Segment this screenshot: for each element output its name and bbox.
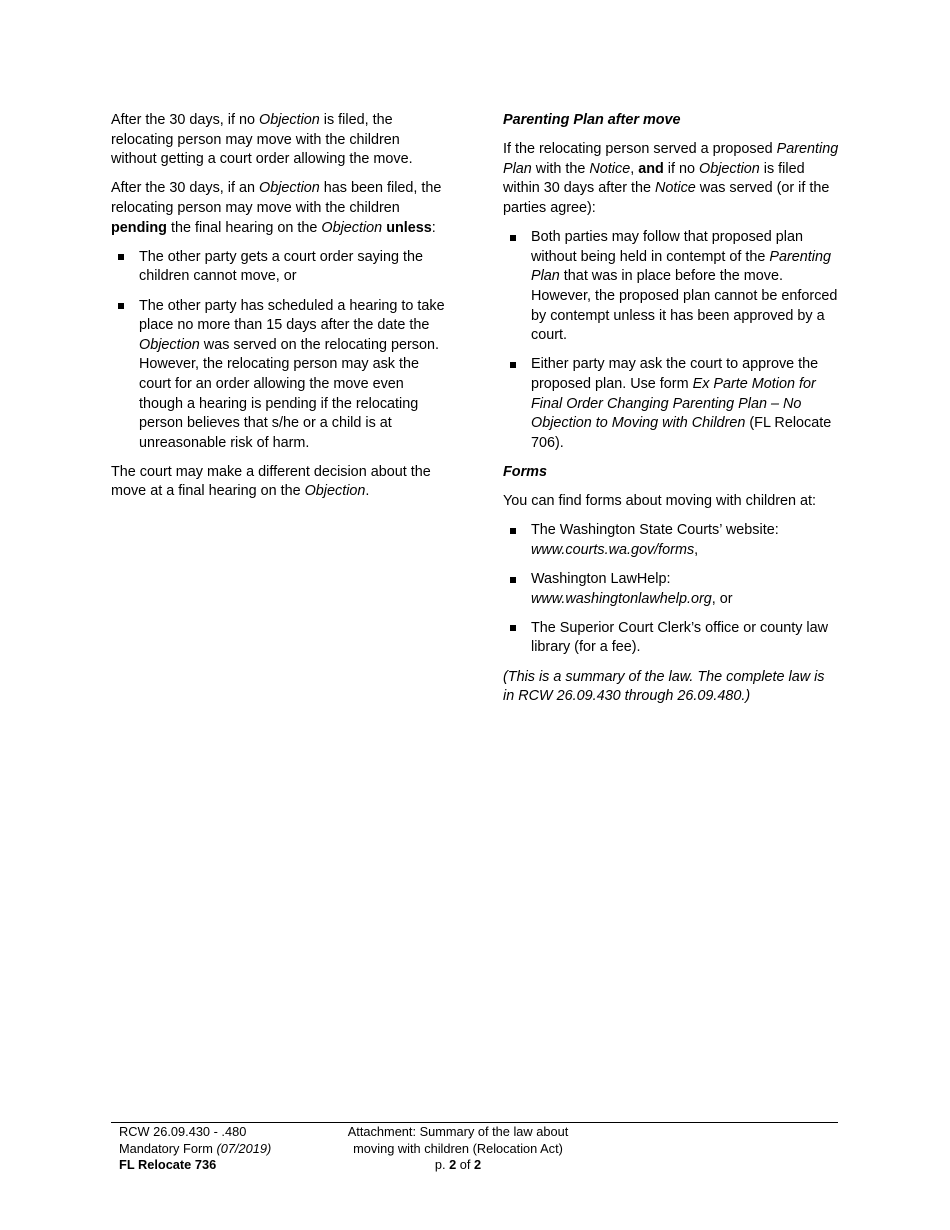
text: Washington LawHelp:: [531, 571, 671, 588]
text: ,: [694, 541, 699, 558]
footer-form-id: [119, 1157, 339, 1174]
text-italic: Objection: [259, 180, 320, 197]
text-italic: Parenting Plan: [503, 141, 839, 177]
list-item: [503, 355, 839, 453]
left-column: [111, 111, 449, 512]
left-paragraph-1: [111, 111, 449, 170]
text: .: [365, 483, 370, 500]
footer-left: [119, 1124, 339, 1174]
text-italic: Objection: [139, 336, 200, 353]
footer-center: [331, 1124, 585, 1174]
text-bold: FL Relocate 736: [119, 1157, 217, 1172]
bullet-icon: [510, 528, 516, 534]
text: The other party has scheduled a hearing to take place no more than 15 days after the date the: [139, 297, 445, 334]
text-italic: Objection: [699, 160, 760, 177]
text-italic: Objection: [304, 483, 366, 500]
bullet-icon: [510, 362, 516, 368]
bullet-icon: [510, 577, 516, 583]
parenting-plan-bullet-list: [503, 228, 839, 453]
left-paragraph-3: [111, 463, 449, 502]
left-bullet-list: [111, 248, 449, 454]
text: Mandatory Form: [119, 1140, 217, 1156]
courts-website-link[interactable]: www.courts.wa.gov/forms: [531, 541, 695, 558]
current-page: 2: [449, 1157, 457, 1172]
heading-parenting-plan: Parenting Plan after move: [503, 112, 681, 128]
text: has been filed, the relocating person may move with the children: [111, 180, 442, 216]
text: the final hearing on the: [166, 219, 322, 236]
text: ,: [630, 160, 639, 177]
text: The Washington State Courts’ website:: [531, 522, 779, 539]
text: was served (or if the parties agree):: [503, 180, 830, 216]
bullet-icon: [510, 625, 516, 631]
text-bold: unless: [386, 219, 432, 236]
text: that was in place before the move. However, the proposed plan cannot be enforced by contempt unless it has been approved by a court.: [531, 268, 838, 344]
text: Either party may ask the court to approve the proposed plan. Use form: [531, 356, 819, 392]
text: The Superior Court Clerk’s office or county law library (for a fee).: [531, 619, 829, 656]
heading-forms: Forms: [503, 463, 547, 480]
text: The court may make a different decision about the move at a final hearing on the: [111, 463, 431, 500]
left-paragraph-2: [111, 179, 449, 238]
text: (FL Relocate 706).: [531, 415, 832, 451]
text: was served on the relocating person. However, the relocating person may ask the court for an order allowing the move even though a hearing is pending if the relocating person believes that s/he or a child is at unreasonable risk of harm.: [139, 336, 439, 451]
text: After the 30 days, if an: [111, 180, 259, 197]
bullet-icon: [510, 235, 516, 241]
text-bold: pending: [111, 219, 167, 236]
text: If the relocating person served a proposed: [503, 141, 777, 158]
text: p.: [434, 1157, 450, 1172]
bullet-icon: [118, 254, 124, 260]
footer-title-line-1: Attachment: Summary of the law about: [347, 1124, 569, 1139]
bullet-icon: [118, 303, 124, 309]
text-italic: Parenting Plan: [531, 248, 832, 285]
right-paragraph-2: You can find forms about moving with children at:: [503, 493, 817, 510]
lawhelp-website-link[interactable]: www.washingtonlawhelp.org: [531, 590, 712, 607]
text: is filed, the relocating person may move with the children without getting a court order allowing the move.: [111, 112, 413, 168]
text-italic: Notice: [589, 160, 631, 177]
text-bold: and: [638, 160, 664, 177]
list-item: [503, 228, 839, 346]
text: if no: [663, 160, 699, 177]
text-italic: Objection: [321, 219, 383, 236]
form-title: Ex Parte Motion for Final Order Changing Parenting Plan – No Objection to Moving with Children: [531, 375, 816, 432]
footer-date: (07/2019): [216, 1140, 272, 1156]
list-item: [503, 619, 839, 658]
page-number: [331, 1157, 585, 1174]
text: Both parties may follow that proposed plan without being held in contempt of the: [531, 229, 803, 265]
list-item: [503, 570, 839, 609]
right-column: [503, 111, 839, 716]
text-italic: Notice: [655, 180, 696, 197]
text: The other party gets a court order saying the children cannot move, or: [139, 248, 423, 285]
footer-rcw: RCW 26.09.430 - .480: [119, 1124, 247, 1139]
text: :: [431, 219, 436, 236]
list-item: [503, 521, 839, 560]
right-paragraph-1: [503, 140, 839, 218]
text: After the 30 days, if no: [111, 112, 259, 128]
list-item: [111, 297, 449, 454]
page-footer: [111, 1122, 838, 1172]
forms-bullet-list: [503, 521, 839, 658]
text: , or: [711, 590, 733, 607]
text: is filed within 30 days after the: [503, 160, 805, 197]
list-item: [111, 248, 449, 287]
text: of: [456, 1157, 475, 1172]
text-italic: Objection: [259, 112, 320, 128]
total-pages: 2: [474, 1157, 482, 1172]
footer-mandatory-form: [119, 1141, 339, 1158]
summary-note: (This is a summary of the law. The complete law is in RCW 26.09.430 through 26.09.480.): [503, 668, 825, 705]
text: with the: [531, 160, 590, 177]
footer-title-line-2: moving with children (Relocation Act): [353, 1140, 563, 1156]
